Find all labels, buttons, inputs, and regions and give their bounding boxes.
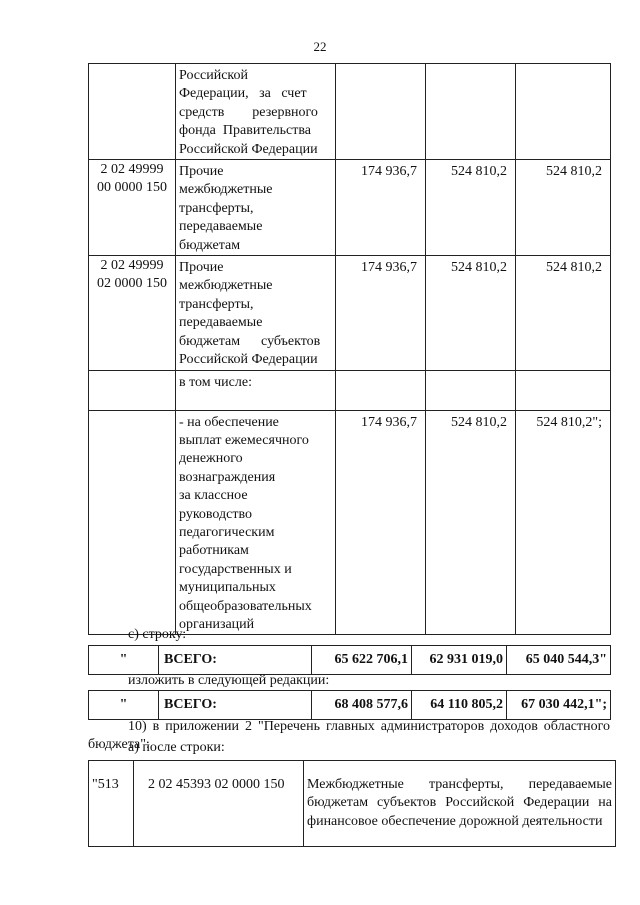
total-value-3: 65 040 544,3" — [507, 646, 611, 675]
total-row-new — [88, 690, 611, 720]
total-value-2: 62 931 019,0 — [412, 646, 507, 675]
name-line: Федерации, за счет — [179, 86, 307, 102]
name-line: межбюджетные — [179, 278, 273, 294]
name-line: межбюджетные — [179, 182, 273, 198]
income-code — [89, 256, 176, 370]
amount-year-2: 524 810,2 — [426, 160, 516, 256]
name-line: бюджетам — [179, 237, 241, 253]
table-row — [89, 160, 611, 256]
amount-year-3: 524 810,2 — [516, 256, 611, 370]
income-code — [89, 160, 176, 256]
income-code — [89, 370, 176, 410]
name-line: за классное — [179, 488, 248, 504]
name-line: выплат ежемесячного — [179, 432, 309, 448]
total-quote: " — [89, 691, 159, 720]
amount-year-1 — [336, 370, 426, 410]
name-line: в том числе: — [179, 374, 252, 390]
name-line: фонда Правительства — [179, 123, 312, 139]
name-line: Российской Федерации — [179, 141, 318, 157]
income-name: Межбюджетные трансферты, передаваемые бюджетам субъектов Российской Федерации на финансовое обеспечение дорожной деятельности — [304, 761, 616, 847]
amount-year-3 — [516, 64, 611, 160]
total-row-old — [88, 645, 611, 675]
admin-code: "513 — [89, 761, 134, 847]
name-line: трансферты, — [179, 296, 254, 312]
name-line: трансферты, — [179, 200, 254, 216]
name-line: - на обеспечение — [179, 414, 279, 430]
name-line: государственных и — [179, 561, 292, 577]
code-line: 00 0000 150 — [97, 180, 167, 196]
name-line: средств резервного — [179, 104, 318, 120]
table-row — [89, 370, 611, 410]
name-line: Прочие — [179, 164, 224, 180]
name-line: Прочие — [179, 260, 224, 276]
restate-label: изложить в следующей редакции: — [128, 673, 330, 688]
income-code — [89, 410, 176, 635]
income-name — [176, 256, 336, 370]
amount-year-2: 524 810,2 — [426, 410, 516, 635]
amount-year-3: 524 810,2 — [516, 160, 611, 256]
income-name — [176, 64, 336, 160]
section-a-label: а) после строки: — [128, 740, 225, 755]
name-line: организаций — [179, 616, 255, 632]
name-line: передаваемые — [179, 315, 263, 331]
name-line: работникам — [179, 543, 249, 559]
amount-year-3: 524 810,2"; — [516, 410, 611, 635]
amount-year-1: 174 936,7 — [336, 160, 426, 256]
name-line: передаваемые — [179, 219, 263, 235]
income-name — [176, 410, 336, 635]
total-value-3: 67 030 442,1"; — [507, 691, 611, 720]
amount-year-3 — [516, 370, 611, 410]
name-line: руководство — [179, 506, 252, 522]
name-line: общеобразовательных — [179, 598, 312, 614]
code-line: 2 02 49999 — [100, 162, 164, 178]
amount-year-1: 174 936,7 — [336, 256, 426, 370]
income-name — [176, 370, 336, 410]
table-row — [89, 410, 611, 635]
income-code — [89, 64, 176, 160]
total-label: ВСЕГО: — [159, 646, 312, 675]
total-value-1: 65 622 706,1 — [312, 646, 412, 675]
table-row — [89, 64, 611, 160]
income-name — [176, 160, 336, 256]
code-line: 2 02 49999 — [100, 258, 164, 274]
total-value-2: 64 110 805,2 — [412, 691, 507, 720]
paragraph-10: 10) в приложении 2 "Перечень главных администраторов доходов областного бюджета": — [88, 719, 610, 752]
total-quote: " — [89, 646, 159, 675]
table-row — [89, 256, 611, 370]
page-number: 22 — [313, 39, 327, 54]
budget-table — [88, 63, 611, 635]
name-line: денежного — [179, 451, 243, 467]
name-line: педагогическим — [179, 524, 275, 540]
name-line: Российской Федерации — [179, 352, 318, 368]
amount-year-1: 174 936,7 — [336, 410, 426, 635]
name-line: вознаграждения — [179, 469, 276, 485]
total-value-1: 68 408 577,6 — [312, 691, 412, 720]
section-c-label: с) строку: — [128, 627, 187, 642]
amount-year-1 — [336, 64, 426, 160]
name-line: Российской — [179, 68, 248, 83]
amount-year-2 — [426, 370, 516, 410]
code-line: 02 0000 150 — [97, 276, 167, 292]
name-line: бюджетам субъектов — [179, 333, 321, 349]
income-code: 2 02 45393 02 0000 150 — [134, 761, 304, 847]
amount-year-2: 524 810,2 — [426, 256, 516, 370]
amount-year-2 — [426, 64, 516, 160]
name-line: муниципальных — [179, 580, 276, 596]
total-label: ВСЕГО: — [159, 691, 312, 720]
income-row-table — [88, 760, 616, 847]
